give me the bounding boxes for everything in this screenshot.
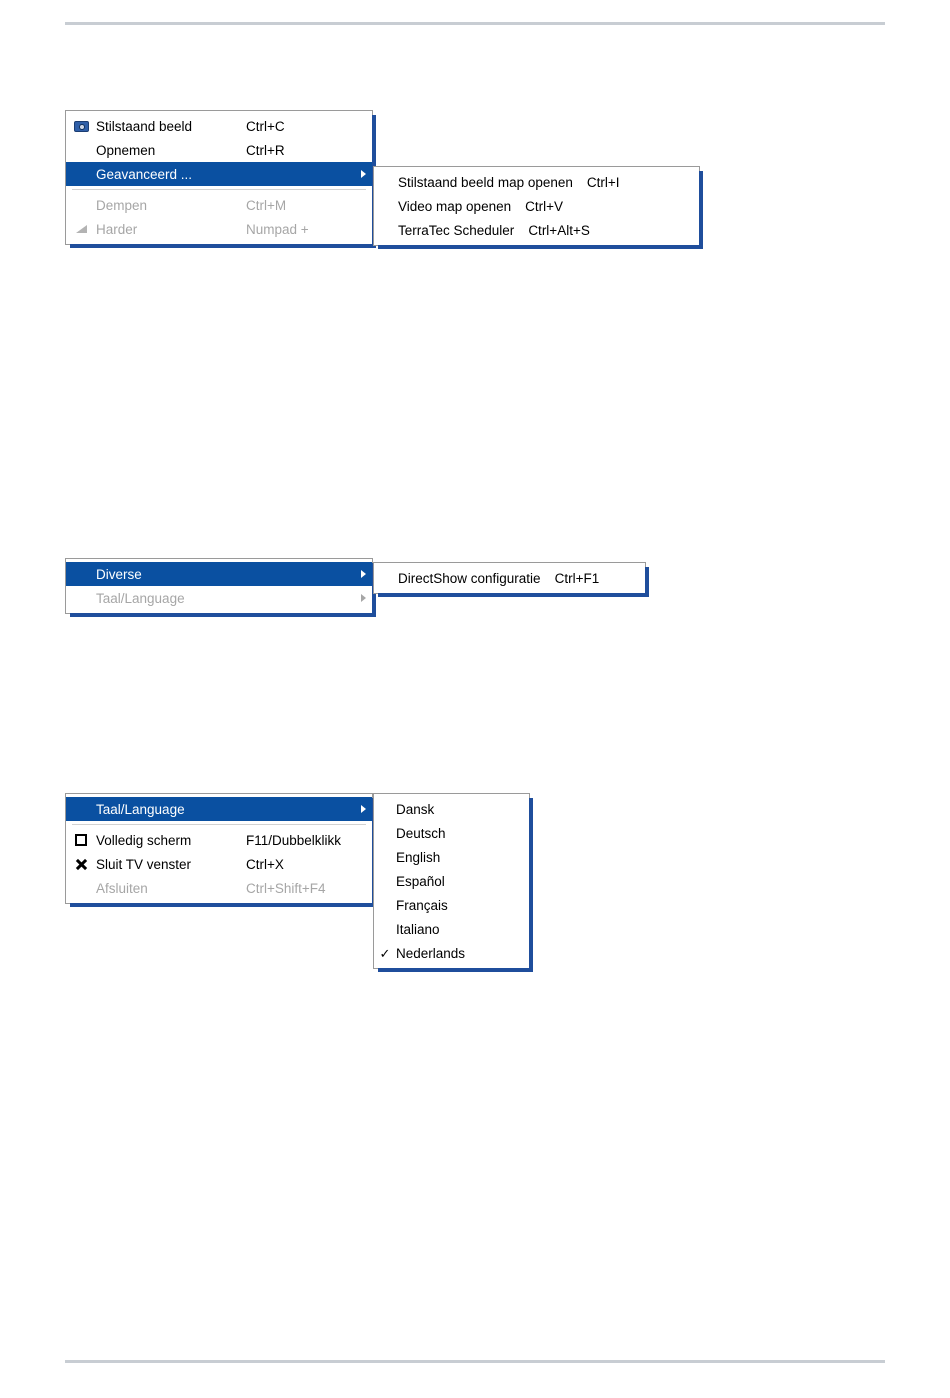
menu-item-volledig-scherm[interactable]: [66, 828, 372, 852]
menu-item-nederlands[interactable]: [374, 941, 529, 965]
menu-item-accelerator: Numpad +: [246, 221, 309, 237]
page-bottom-rule: [65, 1360, 885, 1363]
menu-item-label: Volledig scherm: [96, 832, 192, 848]
menu-item-label: TerraTec Scheduler: [398, 222, 515, 238]
capture-menu: [65, 110, 373, 245]
menu-item-label: Stilstaand beeld: [96, 118, 193, 134]
menu-item-accelerator: Ctrl+Alt+S: [528, 222, 590, 238]
menu-item-label: Italiano: [396, 921, 440, 937]
menu-item-label: Français: [396, 897, 448, 913]
menu-item-taal-language[interactable]: [66, 797, 372, 821]
menu-item-accelerator: Ctrl+C: [246, 118, 285, 134]
empty-icon-slot: [66, 162, 96, 186]
empty-icon-slot: [66, 876, 96, 900]
menu-item-label: Harder: [96, 221, 138, 237]
empty-check-slot: [374, 917, 396, 941]
camera-icon: [66, 114, 96, 138]
empty-check-slot: [374, 893, 396, 917]
menu-item-dempen[interactable]: [66, 193, 372, 217]
page-top-rule: [65, 22, 885, 25]
volume-icon: [66, 217, 96, 241]
menu-item-opnemen[interactable]: [66, 138, 372, 162]
menu-item-accelerator: Ctrl+M: [246, 197, 287, 213]
language-menu: [65, 793, 373, 904]
check-icon: ✓: [379, 945, 391, 961]
chevron-right-icon: [361, 170, 366, 178]
menu-item-label: Deutsch: [396, 825, 446, 841]
menu-item-taal-language[interactable]: [66, 586, 372, 610]
menu-item-label: Nederlands: [396, 945, 466, 961]
menu-item-english[interactable]: [374, 845, 529, 869]
menu-item-diverse[interactable]: [66, 562, 372, 586]
menu-item-deutsch[interactable]: [374, 821, 529, 845]
menu-separator: [72, 189, 366, 190]
menu-separator: [72, 824, 366, 825]
empty-check-slot: [374, 845, 396, 869]
menu-item-dansk[interactable]: [374, 797, 529, 821]
menu-item-label: Geavanceerd ...: [96, 166, 193, 182]
menu-item-harder[interactable]: [66, 217, 372, 241]
menu-item-label: Español: [396, 873, 445, 889]
menu-item-geavanceerd[interactable]: [66, 162, 372, 186]
close-icon: [66, 852, 96, 876]
chevron-right-icon: [361, 570, 366, 578]
empty-check-slot: [374, 797, 396, 821]
menu-item-label: Stilstaand beeld map openen: [398, 174, 573, 190]
empty-icon-slot: [66, 138, 96, 162]
menu-item-afsluiten[interactable]: [66, 876, 372, 900]
menu-item-label: Dempen: [96, 197, 148, 213]
menu-item-label: Dansk: [396, 801, 435, 817]
menu-item-label: DirectShow configuratie: [398, 570, 541, 586]
menu-item-label: Taal/Language: [96, 801, 185, 817]
empty-icon-slot: [66, 193, 96, 217]
empty-icon-slot: [66, 797, 96, 821]
menu-item-terratec-scheduler[interactable]: [374, 218, 699, 242]
square-icon: [66, 828, 96, 852]
menu-item-accelerator: Ctrl+Shift+F4: [246, 880, 326, 896]
menu-item-accelerator: F11/Dubbelklikk: [246, 832, 342, 848]
misc-menu: [65, 558, 373, 614]
menu-item-accelerator: Ctrl+X: [246, 856, 284, 872]
menu-item-label: English: [396, 849, 441, 865]
menu-item-label: Opnemen: [96, 142, 156, 158]
menu-item-italiano[interactable]: [374, 917, 529, 941]
menu-item-label: Taal/Language: [96, 590, 185, 606]
menu-item-francais[interactable]: [374, 893, 529, 917]
menu-item-label: Diverse: [96, 566, 142, 582]
menu-item-label: Sluit TV venster: [96, 856, 192, 872]
menu-item-accelerator: Ctrl+F1: [554, 570, 600, 586]
menu-item-accelerator: Ctrl+R: [246, 142, 285, 158]
language-submenu: [373, 793, 530, 969]
menu-item-video-map-openen[interactable]: [374, 194, 699, 218]
directshow-submenu: [373, 562, 646, 594]
menu-item-accelerator: Ctrl+I: [586, 174, 620, 190]
menu-item-stilstaand-beeld-map-openen[interactable]: [374, 170, 699, 194]
menu-item-espanol[interactable]: [374, 869, 529, 893]
menu-item-accelerator: Ctrl+V: [525, 198, 563, 214]
menu-item-label: Video map openen: [398, 198, 512, 214]
advanced-submenu: [373, 166, 700, 246]
chevron-right-icon: [361, 594, 366, 602]
empty-check-slot: [374, 869, 396, 893]
menu-item-sluit-tv-venster[interactable]: [66, 852, 372, 876]
menu-item-stilstaand-beeld[interactable]: [66, 114, 372, 138]
menu-item-label: Afsluiten: [96, 880, 148, 896]
empty-check-slot: [374, 821, 396, 845]
chevron-right-icon: [361, 805, 366, 813]
menu-item-directshow-configuratie[interactable]: [374, 566, 645, 590]
